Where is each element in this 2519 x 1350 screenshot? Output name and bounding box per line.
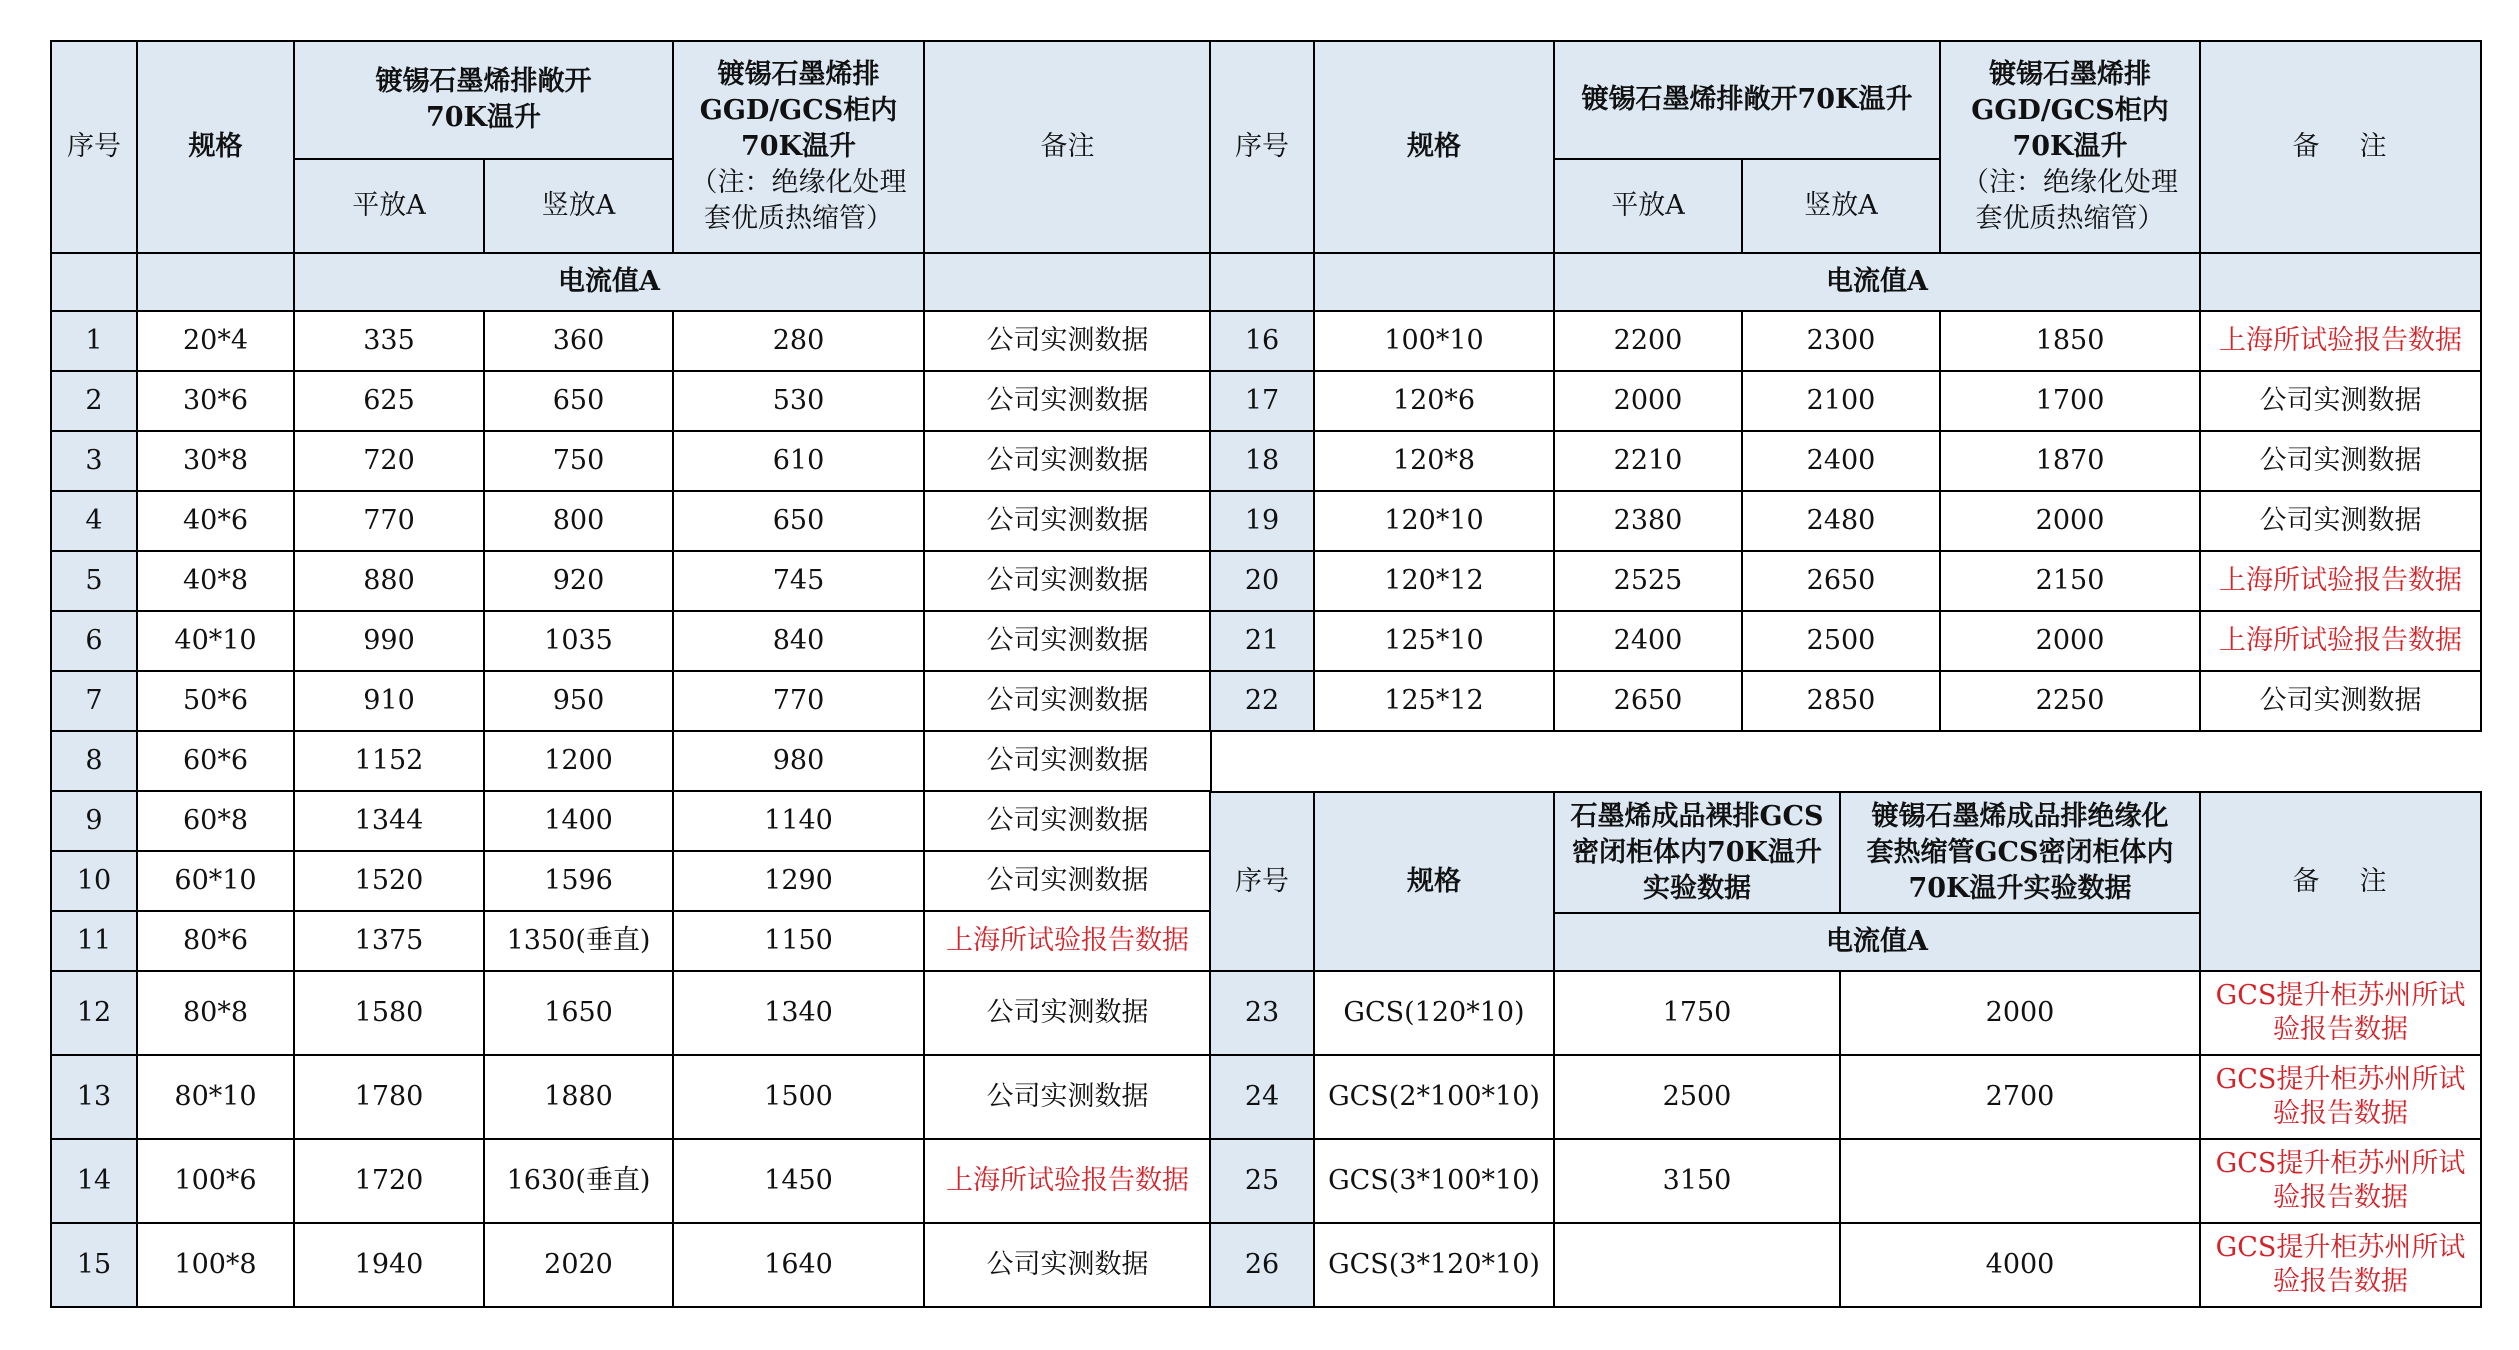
- cabinet-title-line2: GGD/GCS柜内: [1971, 95, 2169, 126]
- insulated-value-cell: 2700: [1840, 1055, 2200, 1139]
- table-row: [51, 1055, 1211, 1139]
- flat-header: 平放A: [294, 159, 484, 253]
- cabinet-value-cell: 1500: [673, 1055, 924, 1139]
- flat-value-cell: 1720: [294, 1139, 484, 1223]
- spec-cell: 40*6: [137, 491, 294, 551]
- remark-line: 验报告数据: [2273, 1182, 2408, 1213]
- remark-cell: 公司实测数据: [924, 431, 1211, 491]
- gcs-insulated-header: [1840, 792, 2200, 913]
- vertical-value-cell: 2400: [1742, 431, 1940, 491]
- right-top-table: [1209, 40, 2482, 732]
- cabinet-value-cell: 1850: [1940, 311, 2200, 371]
- cabinet-title-line2: GGD/GCS柜内: [699, 95, 898, 126]
- bare-value-cell: 3150: [1554, 1139, 1840, 1223]
- flat-value-cell: 2210: [1554, 431, 1742, 491]
- remark-line: GCS提升柜苏州所试: [2215, 1064, 2466, 1095]
- seq-cell: 14: [51, 1139, 137, 1223]
- remark-cell: 公司实测数据: [2200, 671, 2481, 731]
- remark-cell: [2200, 1223, 2481, 1307]
- table-row: [1210, 1223, 2481, 1307]
- gcs-current-header: 电流值A: [1554, 913, 2200, 971]
- vertical-value-cell: 1200: [484, 731, 673, 791]
- cabinet-value-cell: 1870: [1940, 431, 2200, 491]
- gcs-seq-header: 序号: [1210, 792, 1314, 971]
- flat-value-cell: 1780: [294, 1055, 484, 1139]
- spec-cell: GCS(2*100*10): [1314, 1055, 1554, 1139]
- seq-cell: 6: [51, 611, 137, 671]
- spec-cell: GCS(3*100*10): [1314, 1139, 1554, 1223]
- cabinet-title-line3: 70K温升: [2012, 131, 2128, 162]
- seq-cell: 21: [1210, 611, 1314, 671]
- vertical-value-cell: 2100: [1742, 371, 1940, 431]
- seq-cell: 25: [1210, 1139, 1314, 1223]
- cabinet-note-line2: 套优质热缩管）: [704, 203, 893, 234]
- flat-value-cell: 1375: [294, 911, 484, 971]
- cabinet-note-line2: 套优质热缩管）: [1975, 203, 2165, 234]
- seq-cell: 26: [1210, 1223, 1314, 1307]
- vertical-value-cell: 1630(垂直): [484, 1139, 673, 1223]
- cabinet-70k-header-right: [1940, 41, 2200, 253]
- remark-line: GCS提升柜苏州所试: [2215, 1148, 2466, 1179]
- remark-cell: 上海所试验报告数据: [924, 911, 1211, 971]
- cabinet-value-cell: 2000: [1940, 491, 2200, 551]
- flat-value-cell: 2200: [1554, 311, 1742, 371]
- vertical-header: 竖放A: [484, 159, 673, 253]
- seq-cell: 15: [51, 1223, 137, 1307]
- seq-cell: 24: [1210, 1055, 1314, 1139]
- vertical-value-cell: 1350(垂直): [484, 911, 673, 971]
- cabinet-note-line1: （注：绝缘化处理: [690, 167, 907, 198]
- table-row: [1210, 311, 2481, 371]
- flat-value-cell: 720: [294, 431, 484, 491]
- table-row: [51, 551, 1211, 611]
- flat-value-cell: 2400: [1554, 611, 1742, 671]
- cabinet-value-cell: 2150: [1940, 551, 2200, 611]
- spec-cell: 120*10: [1314, 491, 1554, 551]
- spec-cell: 100*10: [1314, 311, 1554, 371]
- vertical-value-cell: 650: [484, 371, 673, 431]
- remark-cell: 上海所试验报告数据: [2200, 551, 2481, 611]
- vertical-value-cell: 1650: [484, 971, 673, 1055]
- spec-cell: 120*12: [1314, 551, 1554, 611]
- table-row: [51, 491, 1211, 551]
- remark-line: GCS提升柜苏州所试: [2215, 1232, 2466, 1263]
- remark-cell: 公司实测数据: [924, 971, 1211, 1055]
- vertical-value-cell: 1880: [484, 1055, 673, 1139]
- seq-cell: 22: [1210, 671, 1314, 731]
- seq-cell: 13: [51, 1055, 137, 1139]
- cabinet-title-line1: 镀锡石墨烯排: [1989, 59, 2152, 90]
- seq-cell: 3: [51, 431, 137, 491]
- seq-cell: 11: [51, 911, 137, 971]
- seq-cell: 10: [51, 851, 137, 911]
- current-header-right: 电流值A: [1554, 253, 2200, 311]
- remark-cell: 公司实测数据: [924, 1055, 1211, 1139]
- table-row: [51, 1223, 1211, 1307]
- remark-cell: 上海所试验报告数据: [2200, 611, 2481, 671]
- spec-cell: 80*6: [137, 911, 294, 971]
- gcs-bare-line2: 密闭柜体内70K温升: [1571, 836, 1823, 868]
- vertical-value-cell: 1596: [484, 851, 673, 911]
- spec-cell: 60*6: [137, 731, 294, 791]
- cabinet-value-cell: 1340: [673, 971, 924, 1055]
- flat-value-cell: 990: [294, 611, 484, 671]
- flat-value-cell: 2000: [1554, 371, 1742, 431]
- table-row: [51, 671, 1211, 731]
- spec-cell: 40*10: [137, 611, 294, 671]
- cabinet-value-cell: 1150: [673, 911, 924, 971]
- remark-line: 验报告数据: [2273, 1014, 2408, 1045]
- remark-cell: [2200, 1055, 2481, 1139]
- table-row: [51, 731, 1211, 791]
- insulated-value-cell: [1840, 1139, 2200, 1223]
- remark-header-right: 备注: [2200, 41, 2481, 253]
- flat-value-cell: 2650: [1554, 671, 1742, 731]
- cabinet-title-line1: 镀锡石墨烯排: [717, 59, 880, 90]
- remark-cell: 公司实测数据: [2200, 431, 2481, 491]
- cabinet-value-cell: 2250: [1940, 671, 2200, 731]
- vertical-value-cell: 2500: [1742, 611, 1940, 671]
- table-row: [1210, 1139, 2481, 1223]
- cabinet-value-cell: 1140: [673, 791, 924, 851]
- cabinet-value-cell: 1700: [1940, 371, 2200, 431]
- spec-cell: GCS(3*120*10): [1314, 1223, 1554, 1307]
- open-70k-header: [294, 41, 673, 159]
- cabinet-value-cell: 610: [673, 431, 924, 491]
- seq-cell: 2: [51, 371, 137, 431]
- table-row: [51, 911, 1211, 971]
- remark-cell: 公司实测数据: [2200, 371, 2481, 431]
- spec-cell: 50*6: [137, 671, 294, 731]
- flat-value-cell: 625: [294, 371, 484, 431]
- vertical-value-cell: 360: [484, 311, 673, 371]
- flat-value-cell: 2380: [1554, 491, 1742, 551]
- cabinet-title-line3: 70K温升: [740, 131, 857, 162]
- flat-value-cell: 1940: [294, 1223, 484, 1307]
- spec-cell: 100*6: [137, 1139, 294, 1223]
- gcs-ins-line1: 镀锡石墨烯成品排绝缘化: [1871, 800, 2169, 832]
- vertical-value-cell: 950: [484, 671, 673, 731]
- spec-cell: 40*8: [137, 551, 294, 611]
- seq-cell: 12: [51, 971, 137, 1055]
- remark-line: GCS提升柜苏州所试: [2215, 980, 2466, 1011]
- current-header: 电流值A: [294, 253, 924, 311]
- flat-value-cell: 910: [294, 671, 484, 731]
- table-row: [51, 371, 1211, 431]
- remark-cell: 公司实测数据: [924, 491, 1211, 551]
- spec-cell: GCS(120*10): [1314, 971, 1554, 1055]
- seq-cell: 20: [1210, 551, 1314, 611]
- table-row: [51, 1139, 1211, 1223]
- remark-cell: 公司实测数据: [924, 611, 1211, 671]
- spec-cell: 120*6: [1314, 371, 1554, 431]
- vertical-value-cell: 750: [484, 431, 673, 491]
- vertical-value-cell: 1400: [484, 791, 673, 851]
- remark-cell: 公司实测数据: [924, 551, 1211, 611]
- seq-cell: 17: [1210, 371, 1314, 431]
- spec-header-right: 规格: [1314, 41, 1554, 253]
- gcs-remark-header: 备注: [2200, 792, 2481, 971]
- insulated-value-cell: 4000: [1840, 1223, 2200, 1307]
- remark-header: 备注: [924, 41, 1211, 253]
- bare-value-cell: [1554, 1223, 1840, 1307]
- remark-line: 验报告数据: [2273, 1266, 2408, 1297]
- seq-cell: 8: [51, 731, 137, 791]
- seq-cell: 19: [1210, 491, 1314, 551]
- cabinet-value-cell: 840: [673, 611, 924, 671]
- gcs-spec-header: 规格: [1314, 792, 1554, 971]
- cabinet-value-cell: 770: [673, 671, 924, 731]
- remark-cell: 上海所试验报告数据: [2200, 311, 2481, 371]
- table-row: [51, 851, 1211, 911]
- cabinet-value-cell: 2000: [1940, 611, 2200, 671]
- seq-cell: 9: [51, 791, 137, 851]
- gcs-bare-line3: 实验数据: [1643, 872, 1751, 904]
- seq-cell: 18: [1210, 431, 1314, 491]
- spec-cell: 125*10: [1314, 611, 1554, 671]
- table-row: [1210, 671, 2481, 731]
- seq-header: 序号: [51, 41, 137, 253]
- remark-cell: 公司实测数据: [2200, 491, 2481, 551]
- seq-cell: 4: [51, 491, 137, 551]
- vertical-value-cell: 2020: [484, 1223, 673, 1307]
- vertical-value-cell: 1035: [484, 611, 673, 671]
- flat-value-cell: 1152: [294, 731, 484, 791]
- cabinet-value-cell: 280: [673, 311, 924, 371]
- seq-cell: 7: [51, 671, 137, 731]
- spec-cell: 30*8: [137, 431, 294, 491]
- seq-cell: 16: [1210, 311, 1314, 371]
- seq-header-right: 序号: [1210, 41, 1314, 253]
- gcs-ins-line2: 套热缩管GCS密闭柜体内: [1866, 836, 2174, 868]
- remark-cell: 上海所试验报告数据: [924, 1139, 1211, 1223]
- remark-cell: 公司实测数据: [924, 731, 1211, 791]
- bare-value-cell: 2500: [1554, 1055, 1840, 1139]
- open-70k-header-right: 镀锡石墨烯排敞开70K温升: [1554, 41, 1940, 159]
- flat-value-cell: 1580: [294, 971, 484, 1055]
- cabinet-70k-header: [673, 41, 924, 253]
- flat-value-cell: 1344: [294, 791, 484, 851]
- cabinet-value-cell: 1450: [673, 1139, 924, 1223]
- spec-cell: 60*10: [137, 851, 294, 911]
- flat-value-cell: 2525: [1554, 551, 1742, 611]
- flat-value-cell: 335: [294, 311, 484, 371]
- remark-cell: 公司实测数据: [924, 1223, 1211, 1307]
- remark-cell: 公司实测数据: [924, 851, 1211, 911]
- spec-cell: 20*4: [137, 311, 294, 371]
- spec-cell: 80*8: [137, 971, 294, 1055]
- gcs-bare-header: [1554, 792, 1840, 913]
- open-70k-title: 镀锡石墨烯排敞开: [375, 66, 592, 97]
- vertical-header-right: 竖放A: [1742, 159, 1940, 253]
- gcs-bare-line1: 石墨烯成品裸排GCS: [1570, 800, 1824, 832]
- insulated-value-cell: 2000: [1840, 971, 2200, 1055]
- cabinet-value-cell: 980: [673, 731, 924, 791]
- table-row: [1210, 431, 2481, 491]
- table-row: [1210, 371, 2481, 431]
- spec-header: 规格: [137, 41, 294, 253]
- cabinet-value-cell: 1290: [673, 851, 924, 911]
- gcs-table: [1209, 791, 2482, 1308]
- cabinet-value-cell: 1640: [673, 1223, 924, 1307]
- spec-cell: 100*8: [137, 1223, 294, 1307]
- table-row: [51, 611, 1211, 671]
- table-row: [1210, 611, 2481, 671]
- table-row: [1210, 1055, 2481, 1139]
- remark-cell: [2200, 971, 2481, 1055]
- flat-value-cell: 770: [294, 491, 484, 551]
- open-70k-title-line2: 70K温升: [425, 102, 542, 133]
- spec-cell: 125*12: [1314, 671, 1554, 731]
- seq-cell: 1: [51, 311, 137, 371]
- table-row: [51, 311, 1211, 371]
- cabinet-note-line1: （注：绝缘化处理: [1962, 167, 2179, 198]
- remark-cell: [2200, 1139, 2481, 1223]
- spec-cell: 30*6: [137, 371, 294, 431]
- table-row: [51, 791, 1211, 851]
- vertical-value-cell: 920: [484, 551, 673, 611]
- remark-cell: 公司实测数据: [924, 671, 1211, 731]
- vertical-value-cell: 2650: [1742, 551, 1940, 611]
- vertical-value-cell: 2850: [1742, 671, 1940, 731]
- flat-value-cell: 880: [294, 551, 484, 611]
- flat-value-cell: 1520: [294, 851, 484, 911]
- table-row: [51, 431, 1211, 491]
- remark-cell: 公司实测数据: [924, 371, 1211, 431]
- gcs-ins-line3: 70K温升实验数据: [1908, 872, 2132, 904]
- bare-value-cell: 1750: [1554, 971, 1840, 1055]
- vertical-value-cell: 2480: [1742, 491, 1940, 551]
- remark-line: 验报告数据: [2273, 1098, 2408, 1129]
- table-row: [1210, 551, 2481, 611]
- table-row: [1210, 971, 2481, 1055]
- cabinet-value-cell: 650: [673, 491, 924, 551]
- spec-cell: 60*8: [137, 791, 294, 851]
- vertical-value-cell: 2300: [1742, 311, 1940, 371]
- flat-header-right: 平放A: [1554, 159, 1742, 253]
- seq-cell: 5: [51, 551, 137, 611]
- cabinet-value-cell: 745: [673, 551, 924, 611]
- remark-cell: 公司实测数据: [924, 791, 1211, 851]
- cabinet-value-cell: 530: [673, 371, 924, 431]
- seq-cell: 23: [1210, 971, 1314, 1055]
- table-row: [51, 971, 1211, 1055]
- spec-cell: 120*8: [1314, 431, 1554, 491]
- spec-cell: 80*10: [137, 1055, 294, 1139]
- vertical-value-cell: 800: [484, 491, 673, 551]
- remark-cell: 公司实测数据: [924, 311, 1211, 371]
- left-table: [50, 40, 1212, 1308]
- table-row: [1210, 491, 2481, 551]
